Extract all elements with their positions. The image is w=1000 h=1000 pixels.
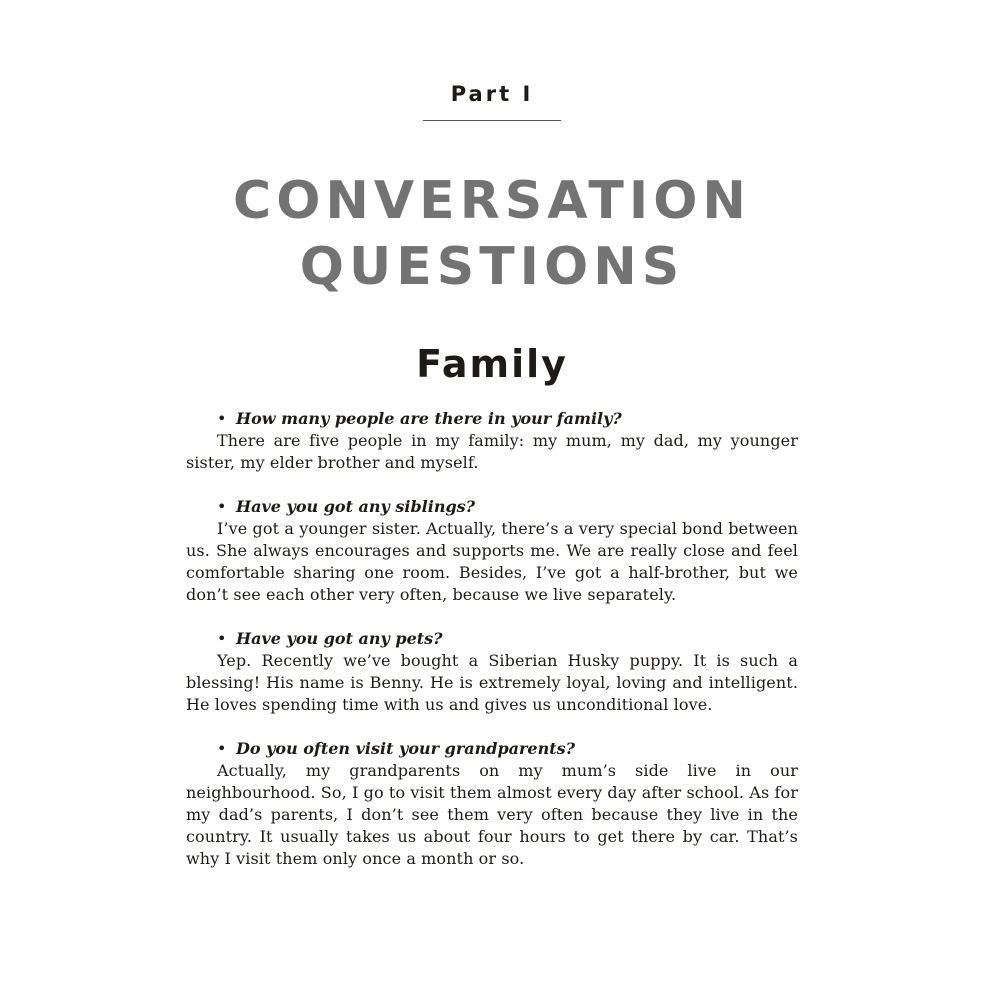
part-divider <box>423 120 561 121</box>
qa-item <box>186 496 798 606</box>
question <box>186 738 798 760</box>
question <box>186 408 798 430</box>
question-text: Have you got any siblings? <box>236 497 476 516</box>
qa-item <box>186 408 798 474</box>
qa-item <box>186 738 798 870</box>
question-text: Have you got any pets? <box>236 629 443 648</box>
question-text: How many people are there in your family? <box>236 409 622 428</box>
answer: Actually, my grandparents on my mum’s side live in our neighbourhood. So, I go to visit them almost every day after school. As for my dad’s parents, I don’t see them very often because they live in the country. It usually takes us about four hours to get there by car. That’s why I visit them only once a month or so. <box>186 761 798 868</box>
bullet-icon: • <box>217 409 227 428</box>
qa-item <box>186 628 798 716</box>
question <box>186 496 798 518</box>
answer: Yep. Recently we’ve bought a Siberian Husky puppy. It is such a blessing! His name is Benny. He is extremely loyal, loving and intelligent. He loves spending time with us and gives us unconditional love. <box>186 651 798 714</box>
section-title: Family <box>416 342 568 386</box>
bullet-icon: • <box>217 629 227 648</box>
question-text: Do you often visit your grandparents? <box>236 739 576 758</box>
part-label: Part I <box>450 82 534 106</box>
chapter-title-line-1: CONVERSATION <box>233 171 751 231</box>
bullet-icon: • <box>217 739 227 758</box>
answer: There are five people in my family: my mum, my dad, my younger sister, my elder brother and myself. <box>186 431 798 472</box>
bullet-icon: • <box>217 497 227 516</box>
chapter-title-line-2: QUESTIONS <box>299 237 685 297</box>
question <box>186 628 798 650</box>
qa-list <box>186 408 798 892</box>
chapter-title <box>0 168 984 300</box>
answer: I’ve got a younger sister. Actually, there’s a very special bond between us. She always encourages and supports me. We are really close and feel comfortable sharing one room. Besides, I’ve got a half-brother, but we don’t see each other very often, because we live separately. <box>186 519 798 604</box>
